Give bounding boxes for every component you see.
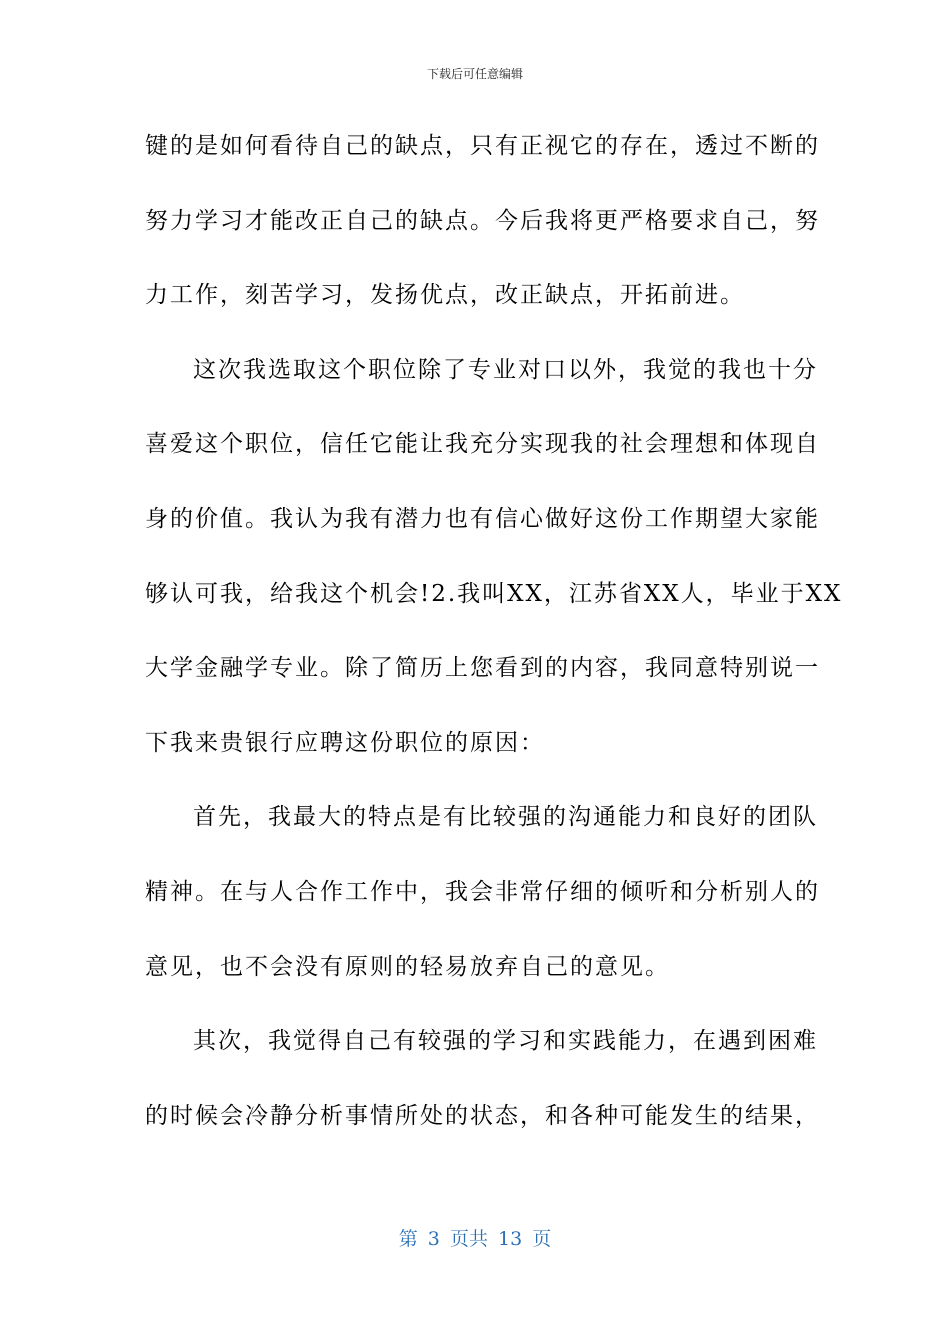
text-line: 意见，也不会没有原则的轻易放弃自己的意见。 (145, 953, 670, 980)
page-footer (0, 1226, 950, 1252)
text-line: 精神。在与人合作工作中，我会非常仔细的倾听和分析别人的 (145, 878, 820, 905)
total-pages-number: 13 (498, 1228, 523, 1250)
document-body (145, 120, 843, 1164)
footer-suffix: 页 (532, 1228, 552, 1250)
text-line: 大学金融学专业。除了简历上您看到的内容，我同意特别说一 (145, 655, 820, 682)
footer-prefix: 第 (398, 1228, 418, 1250)
text-line: 够认可我，给我这个机会!2.我叫XX，江苏省XX人，毕业于XX (145, 580, 843, 607)
text-line: 的时候会冷静分析事情所处的状态，和各种可能发生的结果， (145, 1102, 820, 1129)
footer-middle: 页共 (449, 1228, 488, 1250)
text-line: 努力学习才能改正自己的缺点。今后我将更严格要求自己，努 (145, 207, 820, 234)
text-line: 下我来贵银行应聘这份职位的原因： (145, 729, 545, 756)
paragraph-start-line: 其次，我觉得自己有较强的学习和实践能力，在遇到困难 (193, 1028, 818, 1055)
text-line: 身的价值。我认为我有潜力也有信心做好这份工作期望大家能 (145, 505, 820, 532)
paragraph-start-line: 这次我选取这个职位除了专业对口以外，我觉的我也十分 (193, 356, 818, 383)
paragraph-start-line: 首先，我最大的特点是有比较强的沟通能力和良好的团队 (193, 804, 818, 831)
text-line: 力工作，刻苦学习，发扬优点，改正缺点，开拓前进。 (145, 282, 745, 309)
page-header: 下载后可任意编辑 (426, 67, 523, 81)
current-page-number: 3 (427, 1228, 440, 1250)
text-line: 喜爱这个职位，信任它能让我充分实现我的社会理想和体现自 (145, 431, 820, 458)
text-line: 键的是如何看待自己的缺点，只有正视它的存在，透过不断的 (145, 133, 820, 159)
